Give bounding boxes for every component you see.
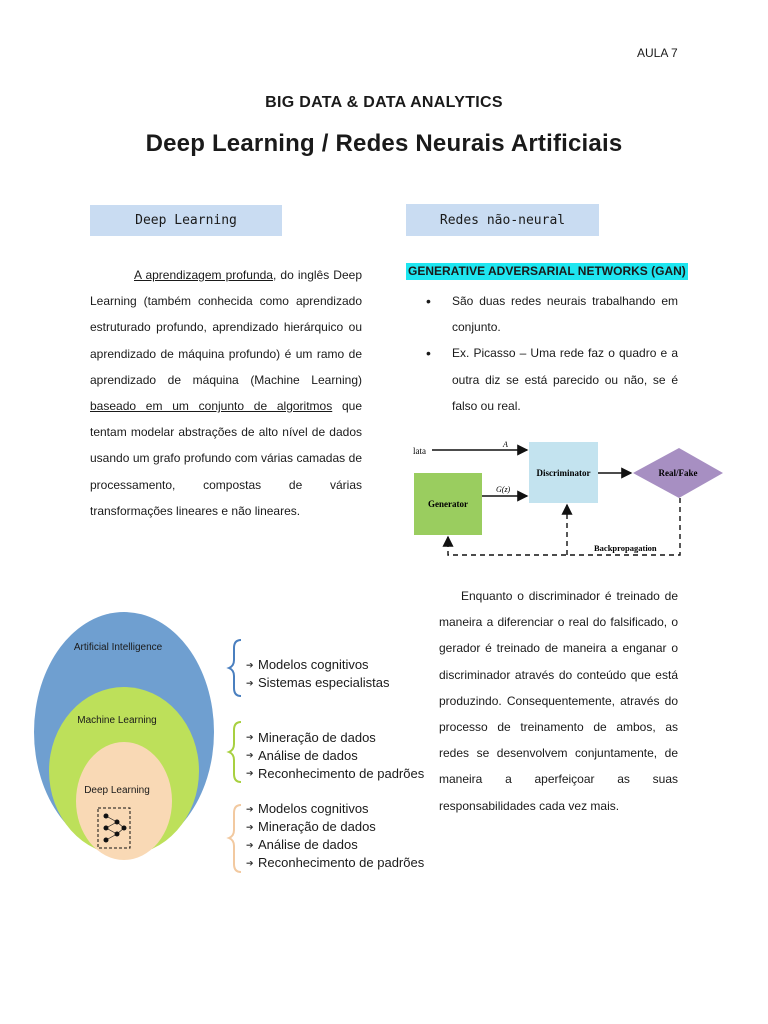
bullet-arrow-icon: ➔ [246,732,254,742]
dl-item: Mineração de dados [258,819,376,834]
arrow-label-top: A [503,440,508,449]
brace-dl [229,805,241,872]
paragraph-text: , do inglês Deep Learning (também conhecida como aprendizado estruturado profundo, aprendizado hierárquico ou aprendizado de máquina profundo) é um ramo de aprendizado de máquina (Machine Learning) [90,268,362,387]
dl-item: Análise de dados [258,837,358,852]
ml-item: Mineração de dados [258,730,376,745]
lesson-number: AULA 7 [637,46,678,60]
bullet-arrow-icon: ➔ [246,660,254,670]
bullet-arrow-icon: ➔ [246,804,254,814]
underlined-phrase: baseado em um conjunto de algoritmos [90,399,333,414]
page-title: Deep Learning / Redes Neurais Artificiais [145,130,623,157]
bullet-arrow-icon: ➔ [246,840,254,850]
gan-paragraph [439,583,678,819]
ai-item: Sistemas especialistas [258,675,390,690]
bullet-arrow-icon: ➔ [246,768,254,778]
course-subtitle: BIG DATA & DATA ANALYTICS [265,94,503,111]
deep-learning-paragraph [90,262,362,524]
gan-bullet-list [426,288,678,419]
gan-diagram [410,436,728,560]
data-input-label: lata [413,446,426,456]
paragraph-text: que tentam modelar abstrações de alto nível de dados usando um grafo profundo com várias camadas de processamento, compostas de várias transformações lineares e não lineares. [90,399,363,518]
dl-ellipse [76,742,172,860]
ml-item: Análise de dados [258,748,358,763]
deep-learning-section-label: Deep Learning [90,205,282,236]
ai-item: Modelos cognitivos [258,657,369,672]
ai-label: Artificial Intelligence [73,642,163,653]
brace-ml [229,722,241,782]
generator-label: Generator [428,499,468,509]
dl-label: Deep Learning [84,785,150,796]
gan-heading: GENERATIVE ADVERSARIAL NETWORKS (GAN) [408,264,686,278]
gz-label: G(z) [496,485,511,494]
bullet-arrow-icon: ➔ [246,678,254,688]
bullet-arrow-icon: ➔ [246,822,254,832]
dl-item: Modelos cognitivos [258,801,369,816]
underlined-term: A aprendizagem profunda [134,268,273,282]
ml-label: Machine Learning [77,715,157,726]
paragraph-text: Enquanto o discriminador é treinado de maneira a diferenciar o real do falsificado, o gerador é treinado de maneira a enganar o discriminador através do conteúdo que está produzindo. Consequentemente, através do processo de treinamento de ambos, as redes se desenvolvem conjuntamente, de maneira a aperfeiçoar as suas responsabilidades cada vez mais. [439,589,678,813]
redes-section-label: Redes não-neural [406,204,599,236]
ml-item: Reconhecimento de padrões [258,766,425,781]
bullet-arrow-icon: ➔ [246,858,254,868]
real-fake-label: Real/Fake [658,468,698,478]
bullet-arrow-icon: ➔ [246,750,254,760]
ai-ml-dl-diagram [20,600,430,890]
bullet-item: • São duas redes neurais trabalhando em conjunto. [426,288,678,340]
dl-item: Reconhecimento de padrões [258,855,425,870]
discriminator-label: Discriminator [536,468,591,478]
backprop-label: Backpropagation [594,543,657,553]
bullet-item: • Ex. Picasso – Uma rede faz o quadro e a outra diz se está parecido ou não, se é falso ou real. [426,340,678,419]
brace-ai [229,640,241,696]
